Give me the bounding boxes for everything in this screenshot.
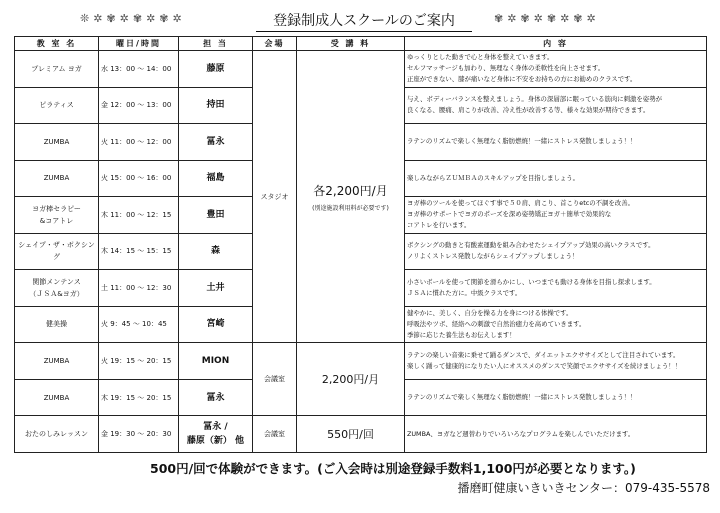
instructor-cell [179,270,253,307]
class-name-cell [15,233,99,270]
trial-note: 500円/回で体験ができます。(ご入会時は別途登録手数料1,100円が必要となります。) [150,461,636,476]
class-time: 水 13：00 ～ 14：00 [99,51,179,88]
class-name-cell [15,51,99,88]
class-name: ピラティス [39,101,74,110]
description-line: ゆっくりとした動きで心と身体を整えていきます。 [407,53,554,62]
instructor-cell [179,197,253,234]
header-content: 内 容 [405,37,707,51]
header-time: 曜日/時間 [99,37,179,51]
description-line: ＪＳＡに慣れた方に。中級クラスです。 [407,288,522,297]
description-line: ヨガ棒のツールを使ってほぐす事で５０肩、肩こり、首こりetcの不調を改善。 [407,199,634,208]
class-name-cell [15,124,99,161]
class-time: 木 19：15 ～ 20：15 [99,379,179,416]
table-row [15,416,707,453]
description-line: 季節に応じた養生法もお伝えします！ [407,330,516,339]
class-description [405,51,707,88]
header-class-name: 教 室 名 [15,37,99,51]
instructor-name: 土井 [206,282,225,293]
instructor-name: 森 [210,246,220,257]
instructor-name: 冨永 [206,392,225,403]
description-line: コアトレを行います。 [407,221,471,230]
instructor-name: MION [201,356,230,367]
class-time: 土 11：00 ～ 12：30 [99,270,179,307]
class-name: おたのしみレッスン [25,430,88,439]
description-line: ZUMBA、ヨガなど週替わりでいろいろなプログラムを楽しんでいただけます。 [407,429,635,438]
instructor-name: 藤原 [206,63,225,74]
class-name: ZUMBA [43,137,70,146]
class-name: ZUMBA [43,393,70,402]
fee-cell [297,416,405,453]
instructor-name: 藤原（新） 他 [186,436,245,447]
instructor-cell [179,124,253,161]
class-description [405,233,707,270]
description-line: 楽しみながらＺＵＭＢＡのスキルアップを目指しましょう。 [407,173,580,182]
class-name-cell [15,306,99,343]
class-time: 金 12：00 ～ 13：00 [99,87,179,124]
header-fee: 受 講 料 [297,37,405,51]
class-time: 火 11：00 ～ 12：00 [99,124,179,161]
class-name: &コアトレ [39,216,74,225]
fee-amount: 2,200円/月 [321,373,380,387]
instructor-cell [179,306,253,343]
class-name: ZUMBA [43,357,70,366]
table-row [15,51,707,88]
description-line: ヨガ棒のサポートでヨガのポーズを深め姿勢矯正ヨガ＋簡単で効果的な [407,210,612,219]
class-name-cell [15,343,99,380]
description-line: ラテンのリズムで楽しく無理なく脂肪燃焼！一緒にストレス発散しましょう！！ [407,137,637,146]
instructor-cell [179,51,253,88]
instructor-cell [179,343,253,380]
instructor-cell [179,416,253,453]
instructor-cell [179,160,253,197]
class-name: ZUMBA [43,174,70,183]
class-name: プレミアム ヨガ [31,64,82,73]
class-time: 木 11：00 ～ 12：15 [99,197,179,234]
description-line: 健やかに、美しく、自分を操る力を身につける体操です。 [407,308,573,317]
header-instructor: 担 当 [179,37,253,51]
description-line: ボクシングの動きと有酸素運動を組み合わせたシェイプアップ効果の高いクラスです。 [407,241,655,250]
class-name-cell [15,270,99,307]
instructor-name: 豊田 [206,209,225,220]
class-name: シェイプ・ザ・ボクシング [18,241,95,262]
instructor-name: 冨永 / [203,422,228,433]
fee-amount: 各2,200円/月 [313,183,388,198]
class-description [405,379,707,416]
description-line: ノリよくストレス発散しながらシェイプアップしましょう！ [407,252,579,261]
class-name-cell [15,416,99,453]
instructor-name: 宮崎 [206,319,225,330]
description-line: 与え、ボディーバランスを整えましょう。身体の深層部に眠っている筋肉に刺激を姿勢が [407,95,662,104]
class-name-cell [15,160,99,197]
fee-note: (別途施設利用料が必要です) [312,204,389,212]
schedule-body [15,51,707,453]
class-description [405,306,707,343]
instructor-name: 冨永 [206,136,225,147]
instructor-cell [179,87,253,124]
fee-cell [297,51,405,343]
schedule-table [14,36,707,453]
class-time: 火 19：15 ～ 20：15 [99,343,179,380]
description-line: 小さいボールを使って関節を滑らかにし、いつまでも動ける身体を目指し探求します。 [407,277,656,286]
instructor-name: 福島 [206,173,225,184]
venue-cell: 会議室 [253,343,297,416]
instructor-cell [179,379,253,416]
class-name: （ＪＳＡ&ヨガ） [29,289,84,298]
instructor-cell [179,233,253,270]
class-name: 健美操 [46,320,67,329]
class-time: 火 9：45 ～ 10：45 [99,306,179,343]
description-line: 良くなる、腰痛、肩こりが改善、冷え性が改善する等、様々な効果が期待できます。 [407,106,650,115]
class-time: 金 19：30 ～ 20：30 [99,416,179,453]
class-description [405,197,707,234]
description-line: 呼吸法やツボ、経絡への刺激で自然治癒力を高めていきます。 [407,319,586,328]
class-name: 関節メンテンス [32,277,81,286]
page-title: 登録制成人スクールのご案内 [256,10,472,32]
flower-ornament-right: ✾✲✾✲✾✲✾✲ [494,12,600,25]
description-line: 楽しく踊って健康的になりたい人にオススメのダンスで笑顔でエクササイズを続けましょう！！ [407,362,682,371]
description-line: ラテンの楽しい音楽に乗せて踊るダンスで、ダイエットエクササイズとして注目されています。 [407,351,680,360]
description-line: セルフマッサージも加わり、無理なく身体の柔軟性を向上させます。 [407,64,605,73]
venue-cell: スタジオ [253,51,297,343]
title-row [0,10,720,32]
table-header-row [15,37,707,51]
venue-cell: 会議室 [253,416,297,453]
class-time: 木 14：15 ～ 15：15 [99,233,179,270]
class-name-cell [15,197,99,234]
instructor-name: 持田 [206,100,225,111]
table-row [15,343,707,380]
class-description [405,270,707,307]
flower-ornament-left: ❊✲✾✲✾✲✾✲ [80,12,186,25]
class-description [405,87,707,124]
class-time: 火 15：00 ～ 16：00 [99,160,179,197]
class-name-cell [15,379,99,416]
description-line: ラテンのリズムで楽しく無理なく脂肪燃焼！一緒にストレス発散しましょう！！ [407,393,637,402]
class-description [405,343,707,380]
header-venue: 会場 [253,37,297,51]
class-description [405,160,707,197]
fee-cell [297,343,405,416]
class-name: ヨガ棒セラピー [32,204,81,213]
class-description [405,416,707,453]
contact-info: 播磨町健康いきいきセンター：079-435-5578 [457,481,710,495]
description-line: 正座ができない、膝が痛いなど身体に不安をお持ちの方にお勧めのクラスです。 [407,75,637,84]
fee-amount: 550円/回 [327,428,374,442]
class-description [405,124,707,161]
class-name-cell [15,87,99,124]
